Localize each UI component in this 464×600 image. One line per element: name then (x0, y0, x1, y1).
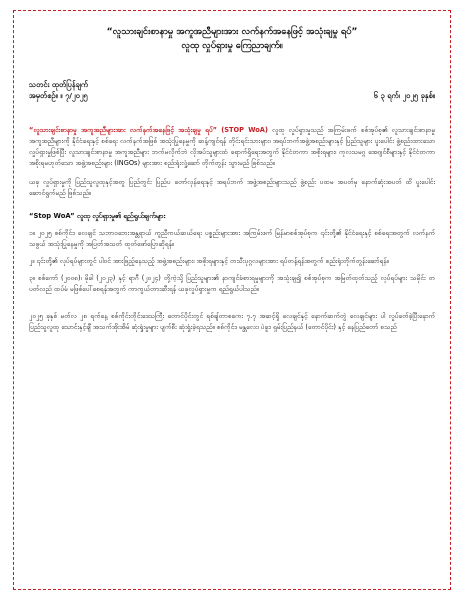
document-title-line-2: လူထု လှုပ်ရှားမှု ကြေညာချက်။ (181, 40, 283, 51)
objective-2: ၂။ ၎င်းတို့၏ လုပ်ရပ်များတွင် ပါဝင် အားဖြည့်နေသည့် အဖွဲ့အစည်းများ၊ အစိုးရများနှင့် တသီးပုဂ္ဂလများအား ရပ်တန့်ရန်အတွက် စည်းရုံးတိုက်တွန်းဆော်ရန်။ (29, 257, 389, 265)
release-number: အမှတ်စဉ်။ ။ ၇/၂၀၂၅ (29, 91, 88, 100)
release-meta (29, 79, 435, 101)
objectives-heading: “Stop WoA” လူထု လှုပ်ရှားမှု၏ ရည်ရွယ်ချက်များ (29, 212, 166, 220)
release-date: ၆ ၃ ရက်၊ ၂၀၂၅ ခုနှစ်။ (373, 91, 435, 100)
release-label: သတင်း ထုတ်ပြန်ချက် (29, 80, 89, 89)
document-body (29, 25, 435, 333)
objective-3: ၃။ စစ်ကော် (၂၀၀၈)၊ မိုခါ (၂၀၂၃) နှင့် ရာဂီ (၂၀၂၄) တို့ကဲ့သို့ ပြည်သူများ၏ နာကျင်ခံစားရမှုများကို အသုံးချ၍ စစ်အုပ်စုက အမြတ်ထုတ်သည့် လုပ်ရပ်များ သမိုင်း တပတ်လည် ထပ်မံ မဖြစ်ပေါ်စေရန်အတွက် ကာကွယ်တားဆီးရန် ယခုလှုပ်ရှားမှုက ရည်ရွယ်ပါသည်။ (29, 274, 435, 293)
document-page (13, 10, 451, 590)
movement-name: “လူသားချင်းစာနာမှု အကူအညီများအား လက်နက်အနေဖြင့် အသုံးချမှု ရပ်” (STOP WoA) (29, 126, 268, 134)
intro-paragraph (29, 125, 435, 169)
release-number-row (29, 90, 435, 101)
paragraph-2: ယခု လှုပ်ရှားမှုကို ပြည်သူလူထုနှင့်အတူ ပြည်တွင်း ပြည်ပ တော်လှန်ရေးနှင့် အရပ်ဘက် အဖွဲ့အစည်းများသည် ဖွဲ့စည်း ပထမ အပတ်မှ နောက်ဆုံးအပတ် ထိ ပူးပေါင်း ဆောင်ရွက်မည် ဖြစ်သည်။ (29, 178, 435, 197)
intro-text: လူထု လှုပ်ရှားမှုသည် အကြမ်းဖက် စစ်အုပ်စု၏ လူသားချင်းစာနာမှု အကူအညီများကို နိုင်ငံရေးနှင့် စစ်ရေး လက်နက်အဖြစ် အသုံးပြုနေမှုကို ဆန့်ကျင်ရန် တိုင်းရင်းသားများ၊ အရပ်ဘက်အဖွဲ့အစည်းများနှင့် ပြည်သူများ ပူးပေါင်း ဖွဲ့စည်းထားသော လှုပ်ရှားမှုဖြစ်ပြီး လူသားချင်းစာနာမှု အကူအညီများ ဘက်မလိုက်ဘဲ လိုအပ်သူများထံ ရောက်ရှိရေးအတွက် နိုင်ငံတကာ အစိုးရများ၊ ကုလသမဂ္ဂ အေဂျင်စီများနှင့် နိုင်ငံတကာ အစိုးရမဟုတ်သော အဖွဲ့အစည်းများ (INGOs) များအား စည်းရုံးလှုံ့ဆော် တိုက်တွန်း သွားမည် ဖြစ်သည်။ (29, 126, 435, 167)
document-title-line-1: “လူသားချင်းစာနာမှု အကူအညီများအား လက်နက်အနေဖြင့် အသုံးချမှု ရပ်” (106, 26, 358, 37)
paragraph-earthquake: ၂၀၂၅ ခုနှစ် မတ်လ ၂၈ ရက်နေ့ စစ်ကိုင်းတိုင်းဒေသကြီး တောင်ပိုင်းတွင် ရစ်ချ်တာစကေး ၇.၇ အဆင့်ရှိ လေချင်နှင့် နောက်ဆက်တွဲ လေချင်များ ပါ လှုပ်ခတ်ခဲ့ပြီးနောက် ပြည်သူလူထု သောင်းနှင့်ချီ အသက်အိုးအိမ် ဆုံးရှုံးမှုများ ပျက်စီး ဆုံးရှုံးခဲ့ရသည်။ စစ်ကိုင်း၊ မန္တလေး၊ ပဲခူး၊ ရှမ်းပြည်နယ် (တောင်ပိုင်း) နှင့် နေပြည်တော် စသည် (29, 312, 435, 331)
objective-1: ၁။ ၂၀၂၅ စစ်ကိုင်း၊ လေချင် သဘာဝဘေးအန္တရာယ် ကူညီကယ်ဆယ်ရေး ပစ္စည်းများအား အကြမ်းဖက် မြန်မာစစ်အုပ်စုက ၎င်းတို့၏ နိုင်ငံရေးနှင့် စစ်ရေးအတွက် လက်နက်သဖွယ် အသုံးပြုနေမှုကို အပြတ်အသတ် ထုတ်ဖော်ပြောဆိုရန်။ (29, 229, 435, 248)
